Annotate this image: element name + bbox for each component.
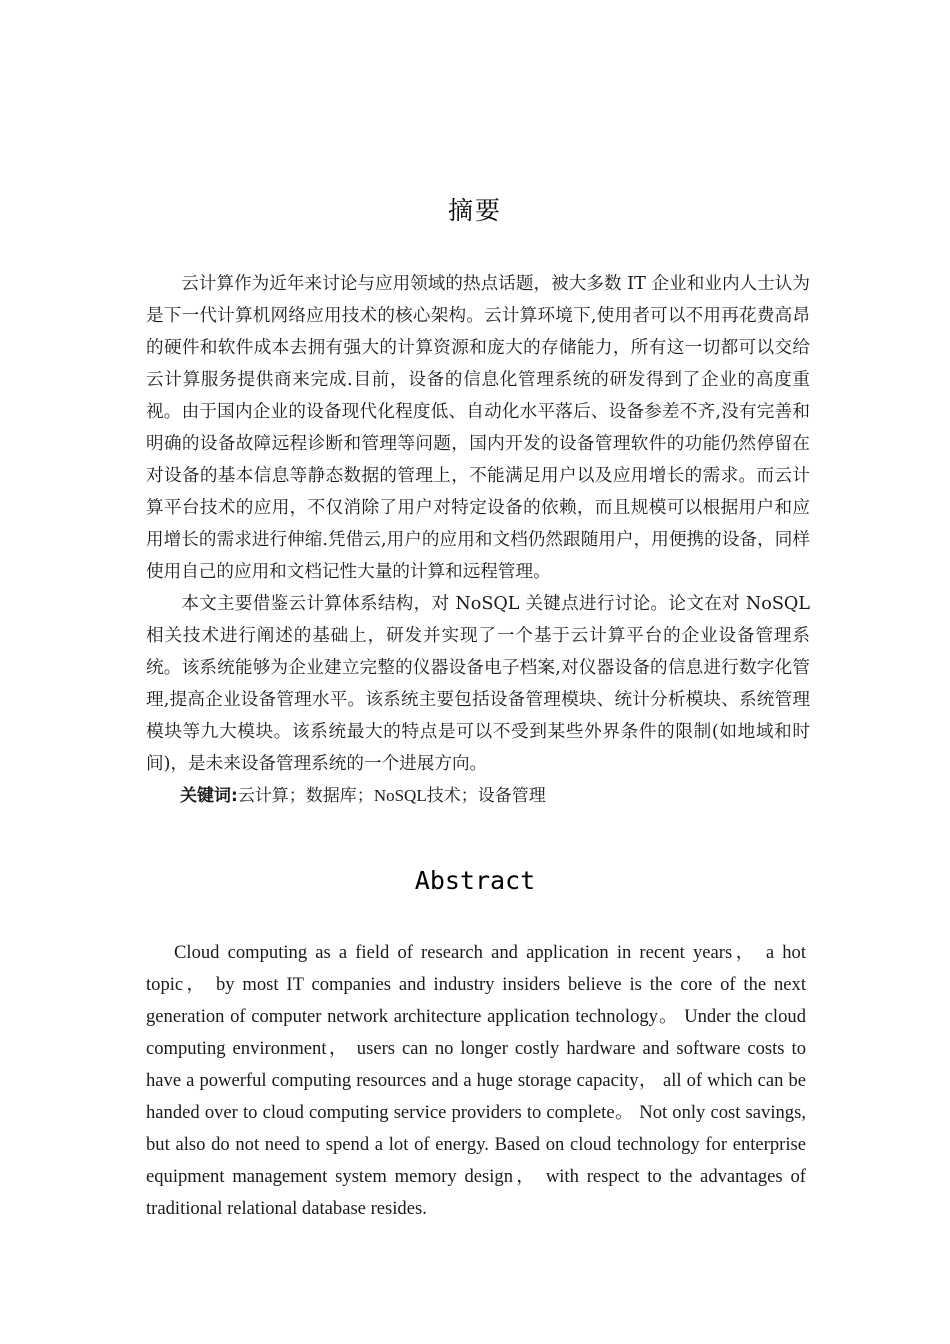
keywords-part-3: 技术；设备管理 — [426, 786, 546, 806]
abstract-cn-body — [146, 268, 810, 812]
keywords-line — [146, 780, 810, 812]
abstract-cn-paragraph-1: 云计算作为近年来讨论与应用领域的热点话题，被大多数 IT 企业和业内人士认为是下一代计算机网络应用技术的核心架构。云计算环境下,使用者可以不用再花费高昂的硬件和软件成本去拥有强大的计算资源和庞大的存储能力，所有这一切都可以交给云计算服务提供商来完成.目前，设备的信息化管理系统的研发得到了企业的高度重视。由于国内企业的设备现代化程度低、自动化水平落后、设备参差不齐,没有完善和明确的设备故障远程诊断和管理等问题，国内开发的设备管理软件的功能仍然停留在对设备的基本信息等静态数据的管理上，不能满足用户以及应用增长的需求。而云计算平台技术的应用，不仅消除了用户对特定设备的依赖，而且规模可以根据用户和应用增长的需求进行伸缩.凭借云,用户的应用和文档仍然跟随用户，用便携的设备，同样使用自己的应用和文档记性大量的计算和远程管理。 — [146, 274, 810, 582]
abstract-cn-title: 摘要 — [447, 196, 502, 225]
keywords-part-2: NoSQL — [373, 786, 427, 805]
keywords-part-1: 云计算；数据库； — [237, 786, 374, 806]
keywords-label: 关键词: — [180, 786, 238, 806]
abstract-cn-paragraph-2: 本文主要借鉴云计算体系结构，对 NoSQL 关键点进行讨论。论文在对 NoSQL 相关技术进行阐述的基础上，研发并实现了一个基于云计算平台的企业设备管理系统。该系统能够为企业建立完整的仪器设备电子档案,对仪器设备的信息进行数字化管理,提高企业设备管理水平。该系统主要包括设备管理模块、统计分析模块、系统管理模块等九大模块。该系统最大的特点是可以不受到某些外界条件的限制(如地域和时间)，是未来设备管理系统的一个进展方向。 — [146, 594, 810, 774]
abstract-en-body — [146, 937, 806, 1225]
abstract-en-title: Abstract — [414, 866, 536, 895]
abstract-en-paragraph: Cloud computing as a field of research and application in recent years， a hot topic， by most IT companies and industry insiders believe is the core of the next generation of computer network architecture application technology。 Under the cloud computing environment， users can no longer costly hardware and software costs to have a powerful computing resources and a huge storage capacity， all of which can be handed over to cloud computing service providers to complete。 Not only cost savings, but also do not need to spend a lot of energy. Based on cloud technology for enterprise equipment management system memory design， with respect to the advantages of traditional relational database resides. — [146, 942, 806, 1219]
